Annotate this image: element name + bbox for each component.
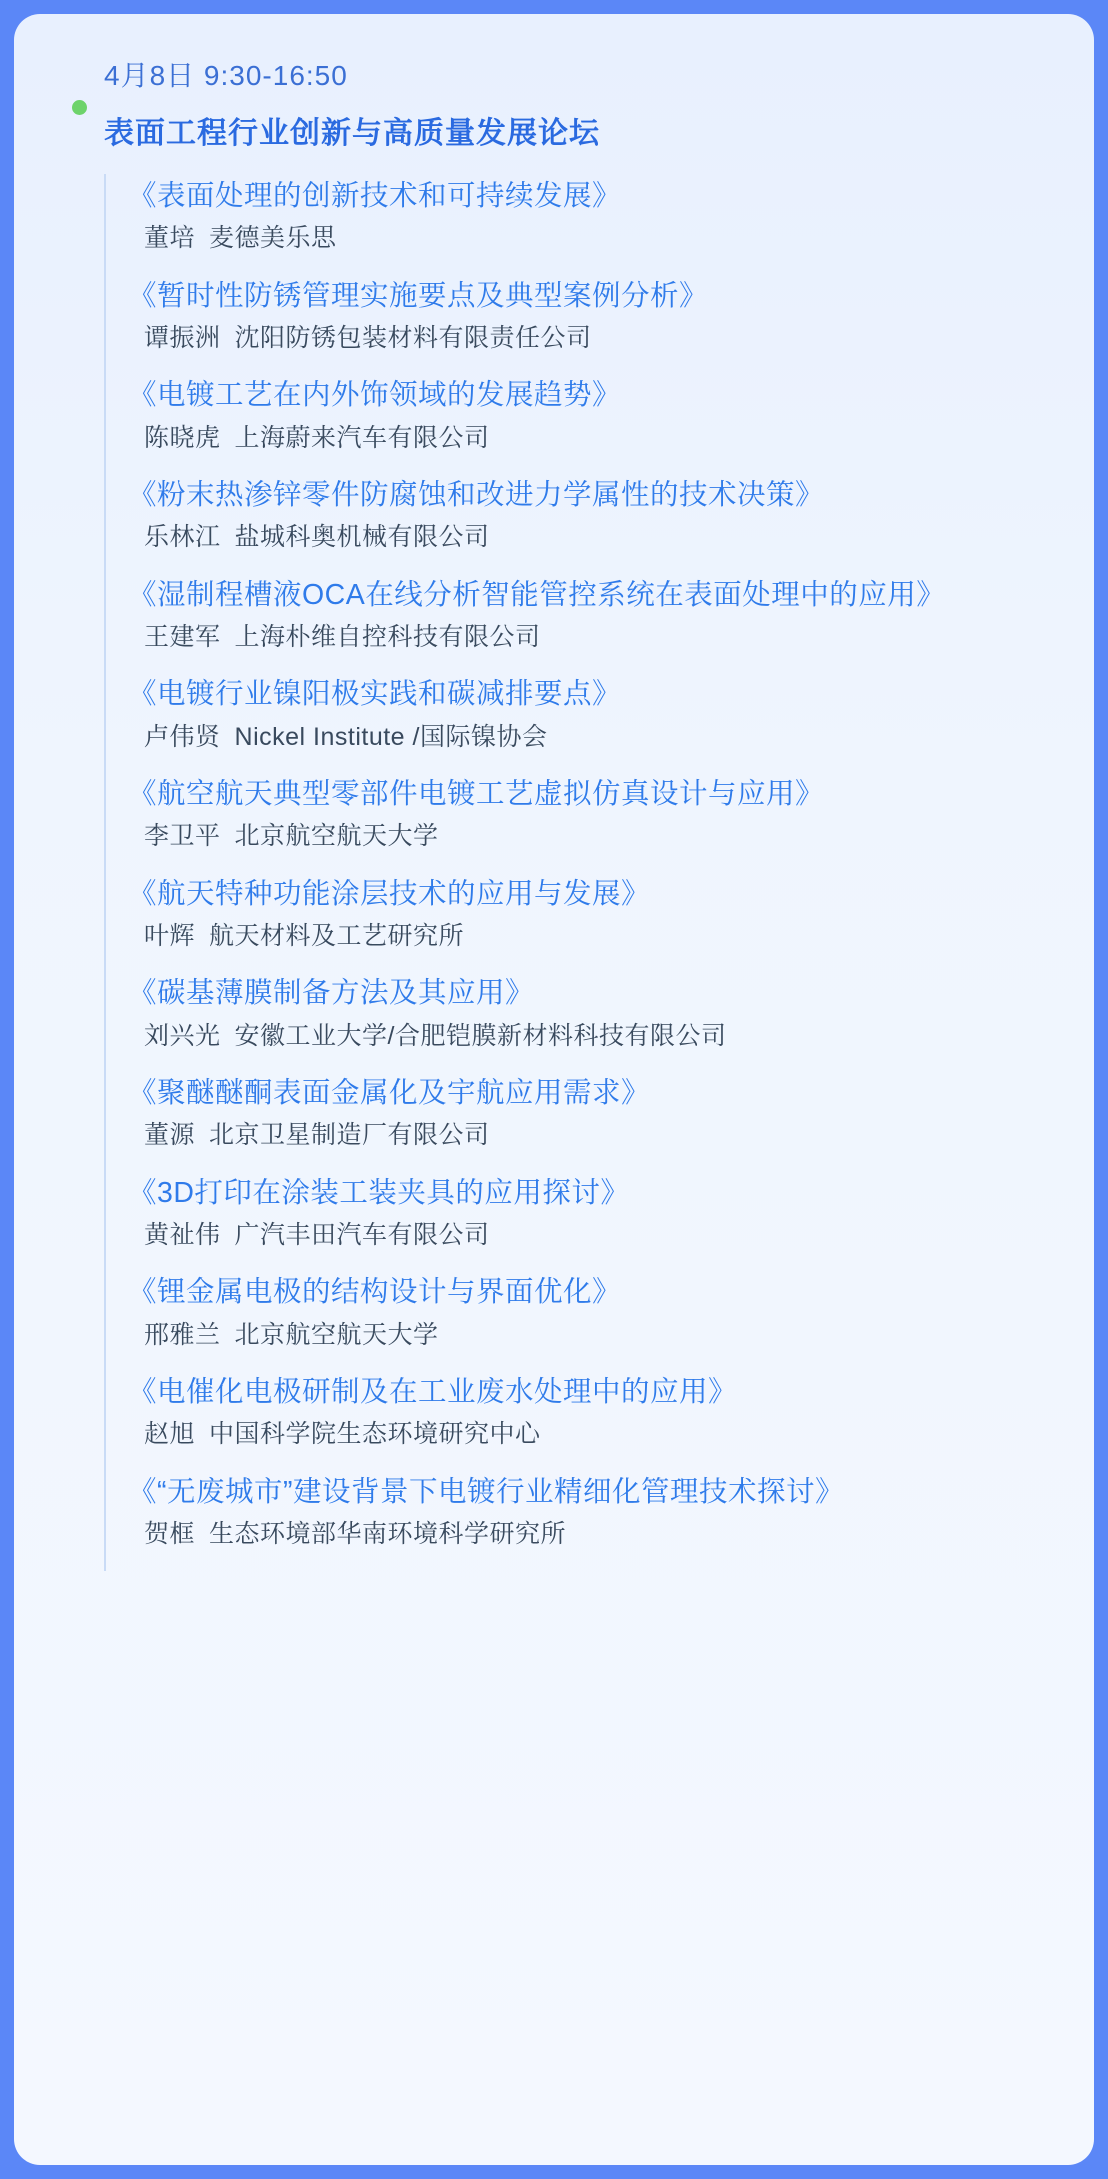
agenda-item — [128, 274, 1054, 358]
speaker-name: 陈晓虎 — [144, 423, 221, 452]
speaker-affiliation: 航天材料及工艺研究所 — [209, 921, 465, 950]
agenda-speaker — [144, 1117, 1054, 1155]
agenda-speaker — [144, 1516, 1054, 1554]
speaker-affiliation: 北京航空航天大学 — [234, 1320, 439, 1349]
agenda-item — [128, 1171, 1054, 1255]
agenda-topic: 《电镀工艺在内外饰领域的发展趋势》 — [128, 379, 622, 412]
agenda-speaker — [144, 220, 1054, 258]
agenda-speaker — [144, 1217, 1054, 1255]
session-bullet-icon — [72, 100, 87, 115]
agenda-item — [128, 1071, 1054, 1155]
agenda-topic: 《航天特种功能涂层技术的应用与发展》 — [128, 877, 651, 910]
agenda-speaker — [144, 1317, 1054, 1355]
speaker-name: 刘兴光 — [144, 1021, 221, 1050]
agenda-speaker — [144, 1416, 1054, 1454]
agenda-item — [128, 473, 1054, 557]
session-title: 表面工程行业创新与高质量发展论坛 — [104, 117, 600, 150]
speaker-name: 董源 — [144, 1121, 196, 1150]
agenda-speaker — [144, 320, 1054, 358]
agenda-item — [128, 174, 1054, 258]
session-time: 4月8日 9:30-16:50 — [104, 60, 348, 91]
speaker-name: 董培 — [144, 224, 196, 253]
agenda-speaker — [144, 1018, 1054, 1056]
agenda-item — [128, 373, 1054, 457]
agenda-speaker — [144, 519, 1054, 557]
agenda-item — [128, 1270, 1054, 1354]
agenda-item — [128, 1370, 1054, 1454]
agenda-topic: 《湿制程槽液OCA在线分析智能管控系统在表面处理中的应用》 — [128, 578, 946, 611]
speaker-name: 贺框 — [144, 1519, 196, 1548]
agenda-topic: 《“无废城市”建设背景下电镀行业精细化管理技术探讨》 — [128, 1475, 844, 1508]
speaker-name: 卢伟贤 — [144, 722, 221, 751]
speaker-affiliation: 盐城科奥机械有限公司 — [234, 523, 490, 552]
agenda-speaker — [144, 719, 1054, 757]
agenda-speaker — [144, 918, 1054, 956]
speaker-affiliation: 上海蔚来汽车有限公司 — [234, 423, 490, 452]
agenda-item — [128, 872, 1054, 956]
speaker-name: 王建军 — [144, 622, 221, 651]
speaker-affiliation: 麦德美乐思 — [209, 224, 337, 253]
speaker-name: 叶辉 — [144, 921, 196, 950]
speaker-name: 李卫平 — [144, 822, 221, 851]
agenda-list — [104, 174, 1054, 1571]
speaker-name: 邢雅兰 — [144, 1320, 221, 1349]
agenda-topic: 《锂金属电极的结构设计与界面优化》 — [128, 1276, 622, 1309]
speaker-affiliation: Nickel Institute /国际镍协会 — [234, 722, 548, 751]
speaker-affiliation: 安徽工业大学/合肥铠膜新材料科技有限公司 — [234, 1021, 727, 1050]
speaker-name: 乐林江 — [144, 523, 221, 552]
agenda-item — [128, 573, 1054, 657]
agenda-topic: 《聚醚醚酮表面金属化及宇航应用需求》 — [128, 1077, 651, 1110]
agenda-card — [14, 14, 1094, 2165]
agenda-content — [14, 14, 1094, 1591]
agenda-topic: 《粉末热渗锌零件防腐蚀和改进力学属性的技术决策》 — [128, 479, 825, 512]
speaker-name: 谭振洲 — [144, 323, 221, 352]
speaker-affiliation: 中国科学院生态环境研究中心 — [209, 1420, 541, 1449]
agenda-speaker — [144, 818, 1054, 856]
agenda-topic: 《电催化电极研制及在工业废水处理中的应用》 — [128, 1376, 738, 1409]
agenda-speaker — [144, 619, 1054, 657]
agenda-topic: 《电镀行业镍阳极实践和碳减排要点》 — [128, 678, 622, 711]
agenda-topic: 《碳基薄膜制备方法及其应用》 — [128, 977, 535, 1010]
speaker-name: 黄祉伟 — [144, 1220, 221, 1249]
agenda-topic: 《航空航天典型零部件电镀工艺虚拟仿真设计与应用》 — [128, 778, 825, 811]
agenda-item — [128, 1470, 1054, 1554]
agenda-item — [128, 971, 1054, 1055]
speaker-name: 赵旭 — [144, 1420, 196, 1449]
agenda-item — [128, 672, 1054, 756]
agenda-speaker — [144, 420, 1054, 458]
speaker-affiliation: 上海朴维自控科技有限公司 — [234, 622, 541, 651]
agenda-topic: 《3D打印在涂装工装夹具的应用探讨》 — [128, 1176, 630, 1209]
speaker-affiliation: 沈阳防锈包装材料有限责任公司 — [234, 323, 592, 352]
speaker-affiliation: 北京卫星制造厂有限公司 — [209, 1121, 490, 1150]
agenda-item — [128, 772, 1054, 856]
agenda-topic: 《暂时性防锈管理实施要点及典型案例分析》 — [128, 279, 709, 312]
speaker-affiliation: 广汽丰田汽车有限公司 — [234, 1220, 490, 1249]
speaker-affiliation: 生态环境部华南环境科学研究所 — [209, 1519, 567, 1548]
speaker-affiliation: 北京航空航天大学 — [234, 822, 439, 851]
agenda-topic: 《表面处理的创新技术和可持续发展》 — [128, 180, 622, 212]
